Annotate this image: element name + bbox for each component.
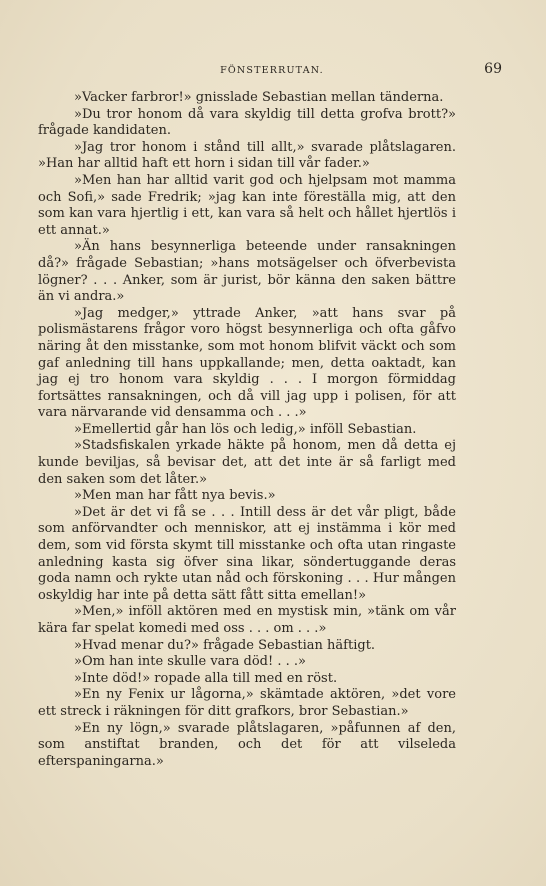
page-number: 69 (484, 61, 502, 77)
paragraph: »Men,» inföll aktören med en mystisk min, »tänk om vår kära far spelat komedi med oss . . . om . . .» (38, 604, 456, 636)
paragraph: »Hvad menar du?» frågade Sebastian häftigt. (74, 637, 376, 653)
paragraph: »Stadsfiskalen yrkade häkte på honom, men då detta ej kunde beviljas, så bevisar det, att det inte är så farligt med den saken som det låter.» (38, 438, 456, 487)
paragraph: »En ny lögn,» svarade plåtslagaren, »påfunnen af den, som anstiftat branden, och det för att vilseleda efterspaningarna.» (38, 720, 456, 769)
paragraph: »Inte död!» ropade alla till med en röst. (74, 670, 338, 686)
page-header (38, 60, 506, 82)
paragraph: »Jag medger,» yttrade Anker, »att hans svar på polismästarens frågor voro högst besynnerliga och ofta gåfvo näring åt den misstanke, som mot honom blifvit väckt och som gaf anledning till hans uppkallande; men, detta oaktadt, kan jag ej tro honom vara skyldig . . . I morgon förmiddag fortsättes ransakningen, och då vill jag upp i polisen, för att vara närvarande vid densamma och . . .» (38, 305, 456, 421)
paragraph: »Vacker farbror!» gnisslade Sebastian mellan tänderna. (74, 90, 444, 105)
paragraph: »Men han har alltid varit god och hjelpsam mot mamma och Sofi,» sade Fredrik; »jag kan inte föreställa mig, att den som kan vara hjertlig i ett, kan vara så helt och hållet hjertlös i ett annat.» (38, 172, 456, 238)
paragraph: »Emellertid går han lös och ledig,» inföll Sebastian. (74, 421, 417, 437)
running-title: FÖNSTERRUTAN. (220, 65, 324, 76)
body-text (38, 90, 456, 770)
paragraph: »Men man har fått nya bevis.» (74, 488, 276, 504)
paragraph: »Om han inte skulle vara död! . . .» (74, 654, 306, 670)
paragraph: »Det är det vi få se . . . Intill dess är det vår pligt, både som anförvandter och menniskor, att ej instämma i kör med dem, som vid första skymt till misstanke och ofta utan ringaste anledning kasta sig öfver sina likar, söndertuggande deras goda namn och rykte utan nåd och förskoning . . . Hur mången oskyldig har inte på detta sätt fått sitta emellan!» (38, 504, 456, 603)
paragraph: »Du tror honom då vara skyldig till detta grofva brott?» frågade kandidaten. (38, 106, 456, 139)
paragraph: »Jag tror honom i stånd till allt,» svarade plåtslagaren. »Han har alltid haft ett horn i sidan till vår fader.» (38, 139, 456, 172)
paragraph: »En ny Fenix ur lågorna,» skämtade aktören, »det vore ett streck i räkningen för ditt grafkors, bror Sebastian.» (38, 687, 456, 719)
paragraph: »Än hans besynnerliga beteende under ransakningen då?» frågade Sebastian; »hans motsägelser och öfverbevista lögner? . . . Anker, som är jurist, bör känna den saken bättre än vi andra.» (38, 239, 456, 305)
